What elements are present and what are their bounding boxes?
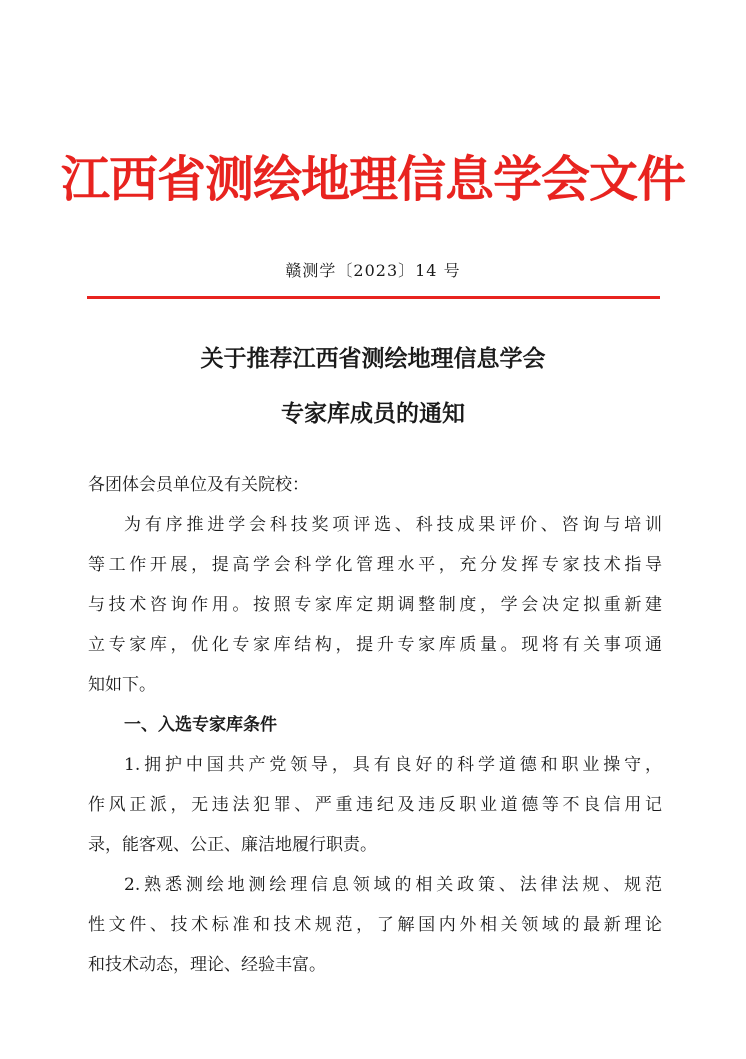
item-1-line: 1.拥护中国共产党领导，具有良好的科学道德和职业操守， — [124, 755, 662, 775]
issuer-title: 江西省测绘地理信息学会文件 — [60, 151, 685, 208]
item-1-line: 作风正派，无违法犯罪、严重违纪及违反职业道德等不良信用记 — [88, 795, 662, 815]
intro-line: 与技术咨询作用。按照专家库定期调整制度，学会决定拟重新建 — [88, 595, 662, 615]
intro-line: 等工作开展，提高学会科学化管理水平，充分发挥专家技术指导 — [88, 555, 662, 575]
red-divider-line — [87, 296, 660, 299]
item-2-line: 2.熟悉测绘地测绘理信息领域的相关政策、法律法规、规范 — [124, 875, 662, 895]
intro-line: 为有序推进学会科技奖项评选、科技成果评价、咨询与培训 — [124, 515, 662, 535]
item-2-line: 性文件、技术标准和技术规范，了解国内外相关领域的最新理论 — [88, 915, 662, 935]
notice-title-line-2: 专家库成员的通知 — [281, 400, 465, 427]
intro-line: 立专家库，优化专家库结构，提升专家库质量。现将有关事项通 — [88, 635, 662, 655]
item-2-line: 和技术动态，理论、经验丰富。 — [88, 955, 326, 975]
section-heading: 一、入选专家库条件 — [124, 715, 277, 735]
salutation: 各团体会员单位及有关院校： — [88, 475, 309, 495]
document-number: 赣测学〔2023〕14 号 — [285, 261, 461, 280]
notice-title-line-1: 关于推荐江西省测绘地理信息学会 — [200, 345, 546, 372]
intro-line: 知如下。 — [88, 675, 156, 695]
item-1-line: 录，能客观、公正、廉洁地履行职责。 — [88, 835, 377, 855]
